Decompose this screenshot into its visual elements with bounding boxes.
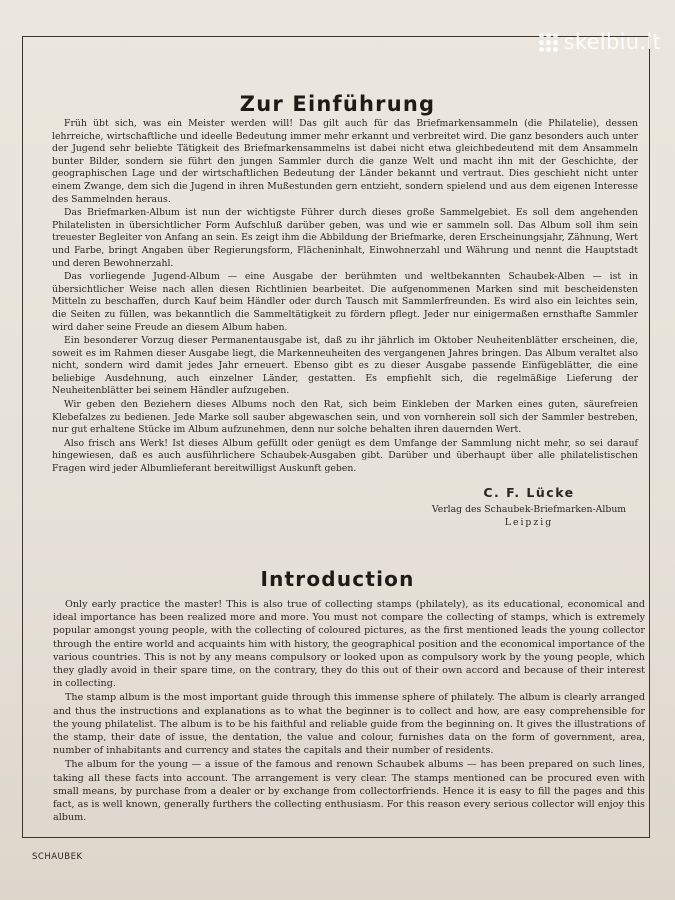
german-body — [52, 118, 638, 477]
german-paragraph: Früh übt sich, was ein Meister werden will! Das gilt auch für das Briefmarkensammeln (die Philatelie), dessen lehrreiche, wirtschaftliche und ideelle Bedeutung immer mehr erkannt und verbreitet wird. Die ganz besonders auch unter der Jugend sehr beliebte Tätigkeit des Briefmarkensammelns ist dabei nicht etwa gleichbedeutend mit dem Ansammeln bunter Bilder, sondern sie führt den jungen Sammler durch die ganze Welt und macht ihn mit der Geschichte, der geographischen Lage und der wirtschaftlichen Bedeutung der Länder bekannt und vertraut. Dies geschieht nicht unter einem Zwange, dem sich die Jugend in ihren Mußestunden gern entzieht, sondern spielend und aus dem eigenen Interesse des Sammelnden heraus. — [52, 118, 638, 205]
english-body — [53, 598, 645, 825]
signature-publisher: Verlag des Schaubek-Briefmarken-Album — [431, 504, 627, 515]
german-paragraph: Ein besonderer Vorzug dieser Permanentausgabe ist, daß zu ihr jährlich im Oktober Neuheitenblätter erscheinen, die, soweit es im Rahmen dieser Ausgabe liegt, die Markenneuheiten des vergangenen Jahres bringen. Das Album veraltet also nicht, sondern wird damit jedes Jahr erneuert. Ebenso gibt es zu dieser Ausgabe passende Einfügeblätter, die eine beliebige Ausdehnung, auch einzelner Länder, gestatten. Es empfiehlt sich, die regelmäßige Lieferung der Neuheitenblätter bei seinem Händler aufzugeben. — [52, 335, 638, 397]
watermark-dots-icon — [539, 33, 558, 52]
german-paragraph: Wir geben den Beziehern dieses Albums noch den Rat, sich beim Einkleben der Marken eines guten, säurefreien Klebefalzes zu bedienen. Jede Marke soll sauber abgewaschen sein, und von vornherein soll sich der Sammler bestreben, nur gut erhaltene Stücke im Album aufzunehmen, denn nur solche behalten ihren dauernden Wert. — [52, 399, 638, 436]
footer-brand: SCHAUBEK — [32, 852, 83, 862]
english-paragraph: The album for the young — a issue of the famous and renown Schaubek albums — has been prepared on such lines, taking all these facts into account. The arrangement is very clear. The stamps mentioned can be procured even with small means, by purchase from a dealer or by exchange from collectorfriends. Hence it is easy to fill the pages and this fact, as is well known, generally furthers the collecting enthusiasm. For this reason every serious collector will enjoy this album. — [53, 759, 645, 824]
english-title: Introduction — [260, 567, 415, 591]
german-paragraph: Das vorliegende Jugend-Album — eine Ausgabe der berühmten und weltbekannten Schaubek-Alben — ist in übersichtlicher Weise nach allen diesen Richtlinien bearbeitet. Die aufgenommenen Marken sind mit bescheidensten Mitteln zu beschaffen, durch Kauf beim Händler oder durch Tausch mit Sammlerfreunden. Es wird also ein leichtes sein, die Seiten zu füllen, was bekanntlich die Sammeltätigkeit zu fördern pflegt. Jeder nur einigermaßen ernsthafte Sammler wird daher seine Freude an diesem Album haben. — [52, 271, 638, 333]
german-paragraph: Das Briefmarken-Album ist nun der wichtigste Führer durch dieses große Sammelgebiet. Es soll dem angehenden Philatelisten in übersichtlicher Form Aufschluß darüber geben, was und wie er sammeln soll. Das Album soll ihm sein treuester Begleiter von Anfang an sein. Es zeigt ihm die Abbildung der Briefmarke, deren Erscheinungsjahr, Zähnung, Wert und Farbe, bringt Angaben über Regierungsform, Flächeninhalt, Einwohnerzahl und Währung und nennt die Hauptstadt und deren Bewohnerzahl. — [52, 207, 638, 269]
german-paragraph: Also frisch ans Werk! Ist dieses Album gefüllt oder genügt es dem Umfange der Sammlung nicht mehr, so sei darauf hingewiesen, daß es auch ausführlichere Schaubek-Ausgaben gibt. Darüber und überhaupt über alle philatelistischen Fragen wird jeder Albumlieferant bereitwilligst Auskunft geben. — [52, 437, 638, 475]
signature-block — [419, 486, 639, 529]
signature-city: Leipzig — [504, 517, 554, 528]
watermark — [539, 30, 661, 54]
german-title: Zur Einführung — [239, 92, 436, 116]
english-paragraph: Only early practice the master! This is also true of collecting stamps (philately), as its educational, economical and ideal importance has been realized more and more. You must not compare the collecting of stamps, which is extremely popular amongst young people, with the collecting of coloured pictures, as the first mentioned leads the young collector through the entire world and acquaints him with history, the geographical position and the economical importance of the various countries. This is not by any means compulsory or looked upon as compulsory work by the young people, which they gladly avoid in their spare time, on the contrary, they do this out of their own accord and because of their interest in collecting. — [53, 599, 645, 690]
english-paragraph: The stamp album is the most important guide through this immense sphere of philately. The album is clearly arranged and thus the instructions and explanations as to what the beginner is to collect and how, are easy comprehensible for the young philatelist. The album is to be his faithful and reliable guide from the beginning on. It gives the illustrations of the stamp, their date of issue, the dentation, the value and colour, furnishes data on the form of government, area, number of inhabitants and currency and states the capitals and their number of residents. — [53, 692, 645, 757]
signature-name: C. F. Lücke — [483, 485, 575, 500]
watermark-text: skelbiu.lt — [563, 30, 661, 54]
